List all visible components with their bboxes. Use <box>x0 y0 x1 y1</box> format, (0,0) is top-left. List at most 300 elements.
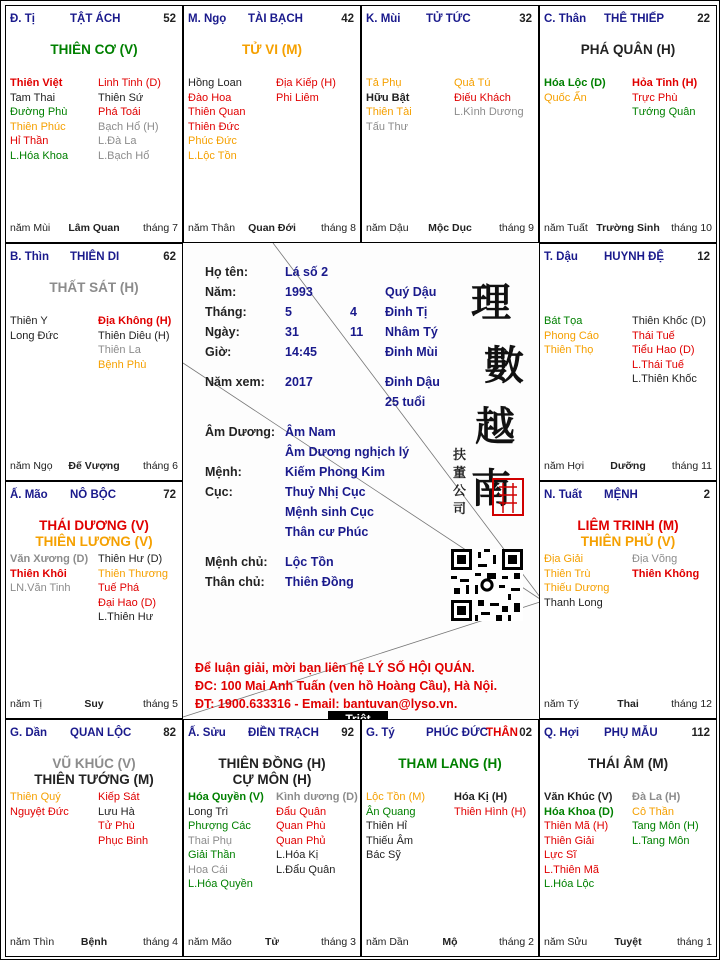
minor-star: Hoa Cái <box>188 863 228 876</box>
nam-value: 1993 <box>285 285 313 299</box>
palace-number: 112 <box>691 727 710 739</box>
seal-char-3: 公 <box>453 484 467 499</box>
palace-tu-tuc <box>361 5 539 243</box>
minor-star: Thiên Giải <box>544 834 595 847</box>
minor-star: L.Hóa Kị <box>276 849 319 861</box>
palace-header <box>544 13 712 27</box>
main-stars <box>540 518 716 550</box>
palace-header <box>10 727 178 741</box>
palace-header <box>366 13 534 27</box>
minor-star: Trực Phù <box>632 91 678 104</box>
cuc-value3: Thân cư Phúc <box>285 525 369 539</box>
minor-star: Bạch Hổ (H) <box>98 120 159 133</box>
footer-stage: Mộ <box>442 936 458 948</box>
minor-star: L.Hóa Quyền <box>188 878 253 890</box>
footer-stage: Quan Đới <box>248 222 296 234</box>
minor-star: Linh Tinh (D) <box>98 77 161 89</box>
minor-star: Hỏa Tinh (H) <box>632 77 698 89</box>
seal-small-text <box>453 447 467 519</box>
minor-star: L.Kình Dương <box>454 106 524 118</box>
palace-number: 52 <box>163 13 176 25</box>
nam-label: Năm: <box>205 285 237 299</box>
minor-star: Thiên Tài <box>366 106 412 118</box>
minor-star: Lộc Tồn (M) <box>366 791 426 803</box>
minor-star: Lực Sĩ <box>544 849 577 861</box>
palace-footer <box>188 222 356 235</box>
am-duong-value: Âm Nam <box>285 425 336 439</box>
minor-star: Tam Thai <box>10 91 56 104</box>
minor-star: Đào Hoa <box>188 91 232 104</box>
minor-star: Kình dương (D) <box>276 791 358 803</box>
minor-star: Thiên Trù <box>544 567 591 580</box>
palace-number: 92 <box>341 727 354 739</box>
footer-month: tháng 9 <box>498 222 534 234</box>
palace-branch: Ấ. Mão <box>10 489 48 501</box>
palace-header <box>188 13 356 27</box>
minor-star: L.Thiên Khốc <box>632 373 697 385</box>
minor-star: Thiên Phúc <box>10 120 66 133</box>
minor-star: Nguyệt Đức <box>10 805 69 818</box>
footer-month: tháng 2 <box>498 936 534 948</box>
palace-branch: G. Tý <box>366 727 395 739</box>
minor-star: Thiên La <box>98 344 141 356</box>
minor-star: Tả Phụ <box>366 77 402 89</box>
footer-month: tháng 7 <box>142 222 178 234</box>
footer-stage: Tuyệt <box>614 936 642 948</box>
right-star-column <box>98 790 183 848</box>
palace-branch: K. Mùi <box>366 13 401 25</box>
minor-star: Cô Thần <box>632 805 674 818</box>
than-chu-value: Thiên Đồng <box>285 575 354 589</box>
menh-label: Mệnh: <box>205 465 242 479</box>
minor-star: L.Hóa Khoa <box>10 149 69 162</box>
palace-quan-loc <box>5 719 183 957</box>
palace-header <box>10 251 178 265</box>
palace-number: 12 <box>697 251 710 263</box>
left-star-column <box>10 552 98 596</box>
minor-star: Long Đức <box>10 329 59 342</box>
minor-star: Ân Quang <box>366 805 416 818</box>
right-star-column <box>632 790 717 848</box>
footer-stage: Dưỡng <box>610 460 646 472</box>
thang-value: 5 <box>285 305 292 319</box>
palace-header <box>10 489 178 503</box>
minor-star: Phi Liêm <box>276 91 319 104</box>
footer-month: tháng 8 <box>320 222 356 234</box>
minor-star: L.Lộc Tồn <box>188 149 237 162</box>
palace-tat-ach <box>5 5 183 243</box>
footer-year: năm Tị <box>10 698 42 710</box>
footer-year: năm Thân <box>188 222 236 234</box>
minor-star: Tiểu Hao (D) <box>632 344 695 356</box>
minor-star: Phượng Các <box>188 820 251 832</box>
minor-star: Quốc Ấn <box>544 91 587 104</box>
minor-star: Đà La (H) <box>632 791 681 803</box>
thang-can-chi: Đinh Tị <box>385 305 428 319</box>
minor-star: Điếu Khách <box>454 91 511 104</box>
left-star-column <box>544 314 632 358</box>
red-seal-icon <box>491 477 525 517</box>
seal-char-4: 司 <box>453 502 467 517</box>
right-star-column <box>632 552 717 581</box>
main-star: CỰ MÔN (H) <box>232 772 312 787</box>
contact-line-3: ĐT: 1900.633316 - Email: bantuvan@lyso.vn. <box>195 697 458 711</box>
minor-star: L.Đà La <box>98 135 137 147</box>
minor-star: Đường Phù <box>10 106 68 118</box>
minor-star: Thiên Việt <box>10 77 63 89</box>
main-star: LIÊM TRINH (M) <box>577 518 679 533</box>
cuc-value: Thuỷ Nhị Cục <box>285 485 366 499</box>
main-star: THÁI ÂM (M) <box>587 756 669 771</box>
minor-star: Thiên Diêu (H) <box>98 329 170 342</box>
nam-can-chi: Quý Dậu <box>385 285 437 299</box>
minor-star: Thiếu Dương <box>544 582 610 594</box>
footer-stage: Thai <box>617 698 639 710</box>
palace-header <box>544 727 712 741</box>
gio-label: Giờ: <box>205 345 232 359</box>
am-duong-value2: Âm Dương nghịch lý <box>285 445 410 459</box>
ngay-value: 31 <box>285 325 299 339</box>
main-stars <box>6 280 182 296</box>
minor-star: Đẩu Quân <box>276 805 327 818</box>
minor-star: L.Bạch Hổ <box>98 149 150 162</box>
calligraphy-char-2: 數 <box>484 342 524 389</box>
palace-name: MỆNH <box>604 489 638 501</box>
seal-char-1: 扶 <box>453 448 467 463</box>
minor-star: L.Thái Tuế <box>632 358 684 371</box>
footer-stage: Suy <box>84 698 104 710</box>
minor-star: Quan Phù <box>276 820 326 832</box>
menh-value: Kiếm Phong Kim <box>285 465 386 479</box>
palace-footer <box>366 222 534 235</box>
left-star-column <box>10 76 98 163</box>
right-star-column <box>98 76 183 163</box>
left-star-column <box>10 790 98 819</box>
main-star: THIÊN TƯỚNG (M) <box>34 772 154 787</box>
nam-xem-value: 2017 <box>285 375 313 389</box>
left-star-column <box>544 552 632 610</box>
minor-star: L.Tang Môn <box>632 834 690 847</box>
minor-star: Thiên Khôi <box>10 567 67 580</box>
minor-star: Quan Phủ <box>276 834 326 847</box>
than-chu-label: Thân chủ: <box>205 575 265 589</box>
palace-number: 2 <box>703 489 710 501</box>
right-star-column <box>276 76 361 105</box>
palace-number: 22 <box>697 13 710 25</box>
minor-star: L.Hóa Lộc <box>544 878 595 890</box>
main-stars <box>540 756 716 772</box>
footer-stage: Bệnh <box>80 936 108 948</box>
main-stars <box>6 42 182 58</box>
am-duong-label: Âm Dương: <box>205 425 276 439</box>
qr-code-icon[interactable] <box>451 549 523 621</box>
palace-phuc-duc <box>361 719 539 957</box>
minor-star: LN.Văn Tinh <box>10 582 71 594</box>
palace-footer <box>10 936 178 949</box>
menh-chu-value: Lộc Tồn <box>285 555 334 569</box>
minor-star: L.Thiên Mã <box>544 863 600 876</box>
main-stars <box>184 756 360 788</box>
right-star-column <box>276 790 361 877</box>
palace-branch: Q. Hợi <box>544 727 580 739</box>
palace-footer <box>10 222 178 235</box>
palace-huynh-de <box>539 243 717 481</box>
ngay-label: Ngày: <box>205 325 240 339</box>
palace-the-thiep <box>539 5 717 243</box>
minor-star: Thiên Khốc (D) <box>632 315 706 327</box>
minor-star: Thiếu Âm <box>366 834 414 847</box>
footer-year: năm Sửu <box>544 936 588 948</box>
footer-stage: Đế Vượng <box>68 460 120 472</box>
footer-year: năm Tuất <box>544 222 588 234</box>
minor-star: Tang Môn (H) <box>632 820 699 832</box>
minor-star: Hóa Lộc (D) <box>544 77 606 89</box>
palace-name: HUYNH ĐỆ <box>604 251 665 263</box>
right-star-column <box>454 76 539 120</box>
minor-star: Phá Toái <box>98 106 141 118</box>
footer-year: năm Thìn <box>10 936 55 948</box>
footer-year: năm Dần <box>366 936 409 948</box>
main-star: THIÊN CƠ (V) <box>50 42 138 57</box>
palace-header <box>188 727 356 741</box>
palace-name: PHỤ MẪU <box>604 727 658 739</box>
gio-value: 14:45 <box>285 345 317 359</box>
left-star-column <box>544 76 632 105</box>
calligraphy-char-1: 理 <box>471 279 511 326</box>
minor-star: Hồng Loan <box>188 77 242 89</box>
main-star: THẤT SÁT (H) <box>49 280 139 295</box>
main-star: THIÊN LƯƠNG (V) <box>35 534 153 549</box>
palace-branch: G. Dần <box>10 727 48 739</box>
minor-star: Hóa Quyền (V) <box>188 791 264 803</box>
minor-star: Thiên Hư (D) <box>98 553 163 565</box>
left-star-column <box>10 314 98 343</box>
footer-year: năm Mùi <box>10 222 51 234</box>
left-star-column <box>366 76 454 134</box>
minor-star: Bát Tọa <box>544 315 583 327</box>
palace-footer <box>188 936 356 949</box>
footer-month: tháng 3 <box>320 936 356 948</box>
minor-star: Phúc Đức <box>188 135 237 147</box>
minor-star: Giải Thần <box>188 849 236 861</box>
minor-star: Tuế Phá <box>98 582 140 594</box>
right-star-column <box>632 314 717 387</box>
minor-star: Thiên Không <box>632 567 700 580</box>
left-star-column <box>544 790 632 892</box>
cuc-value2: Mệnh sinh Cục <box>285 505 374 519</box>
palace-number: 72 <box>163 489 176 501</box>
minor-star: Thiên Thương <box>98 567 169 580</box>
minor-star: Thiên Hỉ <box>366 820 407 832</box>
palace-footer <box>544 936 712 949</box>
palace-branch: B. Thìn <box>10 251 49 263</box>
palace-branch: N. Tuất <box>544 489 583 501</box>
left-star-column <box>188 790 276 892</box>
minor-star: Phục Binh <box>98 834 149 847</box>
footer-month: tháng 6 <box>142 460 178 472</box>
minor-star: Tử Phù <box>98 820 135 832</box>
ho-ten-value: Lá số 2 <box>285 265 329 279</box>
main-stars <box>540 42 716 58</box>
palace-name: THÊ THIẾP <box>604 13 665 25</box>
minor-star: Đại Hao (D) <box>98 596 157 609</box>
palace-number: 82 <box>163 727 176 739</box>
minor-star: L.Thiên Hư <box>98 611 154 623</box>
menh-chu-label: Mệnh chủ: <box>205 555 268 569</box>
palace-branch: C. Thân <box>544 13 587 25</box>
minor-star: Hỉ Thần <box>10 135 49 147</box>
palace-name: ĐIỀN TRẠCH <box>248 727 319 739</box>
footer-year: năm Tý <box>544 698 579 710</box>
palace-footer <box>10 698 178 711</box>
left-star-column <box>188 76 276 163</box>
footer-year: năm Hợi <box>544 460 585 472</box>
footer-month: tháng 4 <box>142 936 178 948</box>
gio-can-chi: Đinh Mùi <box>385 345 438 359</box>
minor-star: Thiên Quan <box>188 106 246 118</box>
main-stars <box>362 756 538 772</box>
calligraphy-char-3: 越 <box>475 403 515 450</box>
minor-star: Văn Khúc (V) <box>544 791 613 803</box>
minor-star: Văn Xương (D) <box>10 553 89 565</box>
minor-star: Địa Không (H) <box>98 315 172 327</box>
seal-char-2: 董 <box>453 466 467 481</box>
contact-line-2: ĐC: 100 Mai Anh Tuấn (ven hồ Hoàng Cầu), Hà Nội. <box>195 679 498 693</box>
minor-star: Bệnh Phù <box>98 358 147 371</box>
cuc-label: Cục: <box>205 485 233 499</box>
minor-star: Địa Kiếp (H) <box>276 77 336 89</box>
left-star-column <box>366 790 454 863</box>
minor-star: Lưu Hà <box>98 805 135 818</box>
palace-branch: Đ. Tị <box>10 13 35 25</box>
palace-number: 02 <box>519 727 532 739</box>
minor-star: Thái Tuế <box>632 329 675 342</box>
palace-branch: Ấ. Sửu <box>188 727 226 739</box>
tuoi-value: 25 tuổi <box>385 395 426 409</box>
palace-footer <box>544 698 712 711</box>
right-star-column <box>98 552 183 625</box>
palace-footer <box>10 460 178 473</box>
palace-name: PHÚC ĐỨC <box>426 727 488 739</box>
footer-month: tháng 1 <box>676 936 712 948</box>
minor-star: Kiếp Sát <box>98 791 140 803</box>
right-star-column <box>454 790 539 819</box>
nam-xem-can-chi: Đinh Dậu <box>385 375 440 389</box>
palace-header <box>10 13 178 27</box>
minor-star: Thiên Đức <box>188 120 240 133</box>
minor-star: Địa Võng <box>632 553 678 565</box>
contact-line-1: Để luận giải, mời bạn liên hệ LÝ SỐ HỘI QUÁN. <box>195 661 475 675</box>
ho-ten-label: Họ tên: <box>205 265 249 279</box>
main-star: THIÊN PHỦ (V) <box>580 534 676 549</box>
calligraphy-char-4: 南 <box>471 465 511 512</box>
minor-star: Hóa Kị (H) <box>454 791 508 803</box>
main-star: THAM LANG (H) <box>398 756 502 771</box>
ngay-value2: 11 <box>350 325 364 339</box>
footer-month: tháng 11 <box>671 460 712 472</box>
footer-year: năm Dậu <box>366 222 409 234</box>
palace-name: NÔ BỘC <box>70 489 116 501</box>
palace-number: 32 <box>519 13 532 25</box>
palace-thien-di <box>5 243 183 481</box>
minor-star: Tướng Quân <box>632 106 696 118</box>
minor-star: Thanh Long <box>544 596 603 609</box>
footer-year: năm Mão <box>188 936 232 948</box>
right-star-column <box>98 314 183 372</box>
minor-star: Thiên Mã (H) <box>544 820 609 832</box>
palace-menh <box>539 481 717 719</box>
footer-stage: Mộc Dục <box>428 222 472 234</box>
right-star-column <box>632 76 717 120</box>
main-stars <box>6 756 182 788</box>
footer-stage: Lâm Quan <box>68 222 120 234</box>
palace-tai-bach <box>183 5 361 243</box>
palace-branch: T. Dậu <box>544 251 578 263</box>
minor-star: Địa Giải <box>544 553 584 565</box>
palace-name: QUAN LỘC <box>70 727 132 739</box>
minor-star: Bác Sỹ <box>366 849 401 861</box>
minor-star: Phong Cáo <box>544 329 600 342</box>
footer-month: tháng 5 <box>142 698 178 710</box>
palace-header <box>544 251 712 265</box>
than-marker: THÂN <box>486 727 518 739</box>
palace-no-boc <box>5 481 183 719</box>
palace-number: 42 <box>341 13 354 25</box>
thang-label: Tháng: <box>205 305 247 319</box>
nam-xem-label: Năm xem: <box>205 375 265 389</box>
palace-footer <box>544 460 712 473</box>
palace-dien-trach <box>183 719 361 957</box>
palace-name: TẬT ÁCH <box>70 13 121 25</box>
palace-footer <box>544 222 712 235</box>
main-star: THIÊN ĐỒNG (H) <box>218 756 326 771</box>
palace-header <box>544 489 712 503</box>
main-star: PHÁ QUÂN (H) <box>580 42 676 57</box>
minor-star: Thiên Thọ <box>544 344 594 356</box>
palace-number: 62 <box>163 251 176 263</box>
footer-stage: Trường Sinh <box>596 222 660 234</box>
minor-star: Tấu Thư <box>366 120 409 133</box>
minor-star: Thai Phụ <box>188 834 233 847</box>
palace-name: TÀI BẠCH <box>248 13 303 25</box>
footer-stage: Tử <box>264 936 280 948</box>
footer-year: năm Ngọ <box>10 460 53 472</box>
minor-star: Quả Tú <box>454 77 491 89</box>
footer-month: tháng 12 <box>671 698 712 710</box>
main-stars <box>6 518 182 550</box>
footer-month: tháng 10 <box>671 222 712 234</box>
palace-name: TỬ TỨC <box>426 13 471 25</box>
thang-value2: 4 <box>350 305 357 319</box>
main-star: TỬ VI (M) <box>242 42 302 57</box>
minor-star: L.Đẩu Quân <box>276 863 336 876</box>
minor-star: Thiên Quý <box>10 791 61 803</box>
minor-star: Hữu Bật <box>366 91 410 104</box>
palace-branch: M. Ngọ <box>188 13 227 25</box>
palace-header <box>366 727 534 741</box>
palace-name: THIÊN DI <box>70 251 120 263</box>
main-star: THÁI DƯƠNG (V) <box>39 518 149 533</box>
main-stars <box>184 42 360 58</box>
main-star: VŨ KHÚC (V) <box>52 756 136 771</box>
minor-star: Hóa Khoa (D) <box>544 805 614 818</box>
minor-star: Thiên Hình (H) <box>454 805 527 818</box>
ngay-can-chi: Nhâm Tý <box>385 325 438 339</box>
minor-star: Thiên Y <box>10 315 48 327</box>
minor-star: Long Trì <box>188 805 229 818</box>
palace-phu-mau <box>539 719 717 957</box>
minor-star: Thiên Sứ <box>98 91 144 104</box>
